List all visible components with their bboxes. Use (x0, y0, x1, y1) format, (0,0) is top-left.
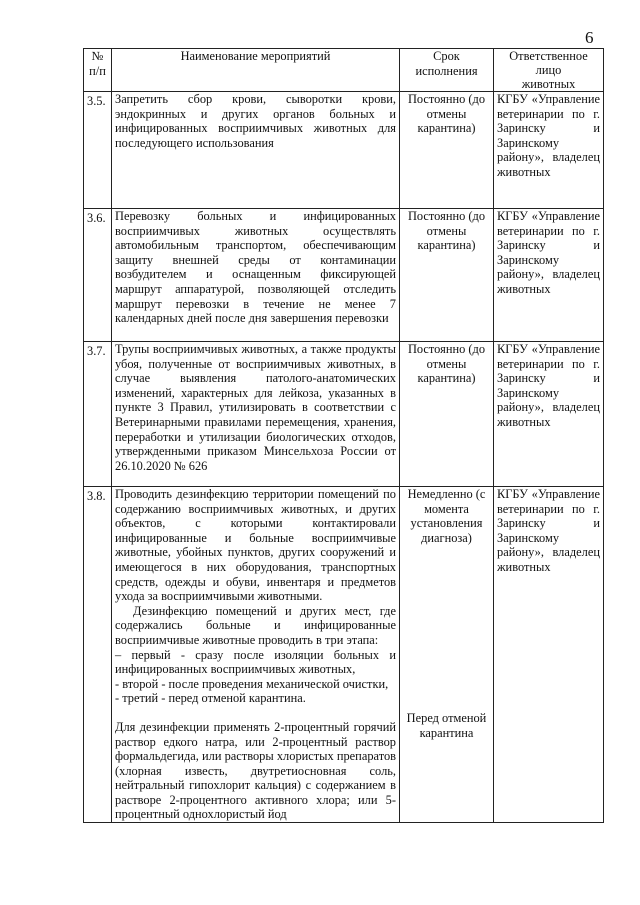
row-measure-text: Перевозку больных и инфицированных восприимчивых животных осуществлять автомобильным транспортом, обеспечивающим защиту внешней среды от контаминации возбудителем и оснащенным фиксирующей маршрут аппаратурой, позволяющей отследить маршрут перевозки в течение не менее 7 календарных дней после дня завершения перевозки (112, 209, 400, 342)
header-deadline: Срок исполнения (400, 49, 494, 92)
deadline-spacer (403, 545, 490, 711)
row-measure-text: Запретить сбор крови, сыворотки крови, эндокринных и других органов больных и инфицированных восприимчивых животных для последующего использования (112, 92, 400, 209)
row-number: 3.8. (84, 487, 112, 823)
row-deadline-cell (400, 487, 494, 823)
row-deadline-2: Перед отменой карантина (406, 711, 487, 740)
paragraph-spacer (115, 706, 396, 720)
table-header-row (84, 49, 604, 92)
header-name: Наименование мероприятий (112, 49, 400, 92)
row-deadline: Постоянно (до отмены карантина) (400, 209, 494, 342)
row-number: 3.5. (84, 92, 112, 209)
row-responsible: КГБУ «Управление ветеринарии по г. Заринску и Заринскому району», владелец животных (494, 209, 604, 342)
row-deadline: Постоянно (до отмены карантина) (400, 342, 494, 487)
row-number: 3.6. (84, 209, 112, 342)
disinfection-step-2: - второй - после проведения механической очистки, (115, 676, 389, 691)
row-number: 3.7. (84, 342, 112, 487)
measures-table (83, 48, 604, 823)
header-num: № п/п (84, 49, 112, 92)
table-row (84, 342, 604, 487)
page-number: 6 (585, 28, 594, 47)
table-row (84, 209, 604, 342)
row-measure-text: Проводить дезинфекцию территории помещений по содержанию восприимчивых животных, и других объектов, с которыми контактировали инфицированные и больные восприимчивые животные, убойных пунктов, других сооружений и имеющегося в них оборудования, транспортных средств, одежды и обуви, инвентаря и предметов ухода за восприимчивыми животными. (115, 487, 396, 604)
disinfection-step-3: - третий - перед отменой карантина. (115, 691, 306, 706)
header-responsible-label: Ответственное лицо (509, 49, 588, 77)
table-row (84, 487, 604, 823)
carry-over-text: животных (521, 77, 576, 91)
row-measure-cell (112, 487, 400, 823)
row-responsible: КГБУ «Управление ветеринарии по г. Заринску и Заринскому району», владелец животных (494, 342, 604, 487)
row-responsible: КГБУ «Управление ветеринарии по г. Заринску и Заринскому району», владелец животных (494, 487, 604, 823)
row-responsible: КГБУ «Управление ветеринарии по г. Заринску и Заринскому району», владелец животных (494, 92, 604, 209)
row-deadline: Немедленно (с момента установления диагноза) (407, 487, 486, 545)
header-responsible (494, 49, 604, 92)
row-measure-text: Трупы восприимчивых животных, а также продукты убоя, полученные от восприимчивых животных, в случае выявления патолого-анатомических изменений, характерных для лейкоза, указанных в пункте 3 Правил, утилизировать в соответствии с Ветеринарными правилами перемещения, хранения, переработки и утилизации биологических отходов, утвержденными приказом Минсельхоза России от 26.10.2020 № 626 (112, 342, 400, 487)
table-row (84, 92, 604, 209)
disinfection-step-1: – первый - сразу после изоляции больных и инфицированных восприимчивых животных, (115, 647, 396, 677)
row-measure-text-3: Для дезинфекции применять 2-процентный горячий раствор едкого натра, или 2-процентный раствор формальдегида, или растворы хлористых препаратов (хлорная известь, двутретиосновная соль, нейтральный гипохлорит кальция) с содержанием в растворе 2-процентного активного хлора; или 5-процентный однохлористый йод (115, 719, 396, 822)
row-deadline: Постоянно (до отмены карантина) (400, 92, 494, 209)
row-measure-text-2: Дезинфекцию помещений и других мест, где содержались больные и инфицированные восприимчивые животные проводить в три этапа: (115, 603, 396, 647)
